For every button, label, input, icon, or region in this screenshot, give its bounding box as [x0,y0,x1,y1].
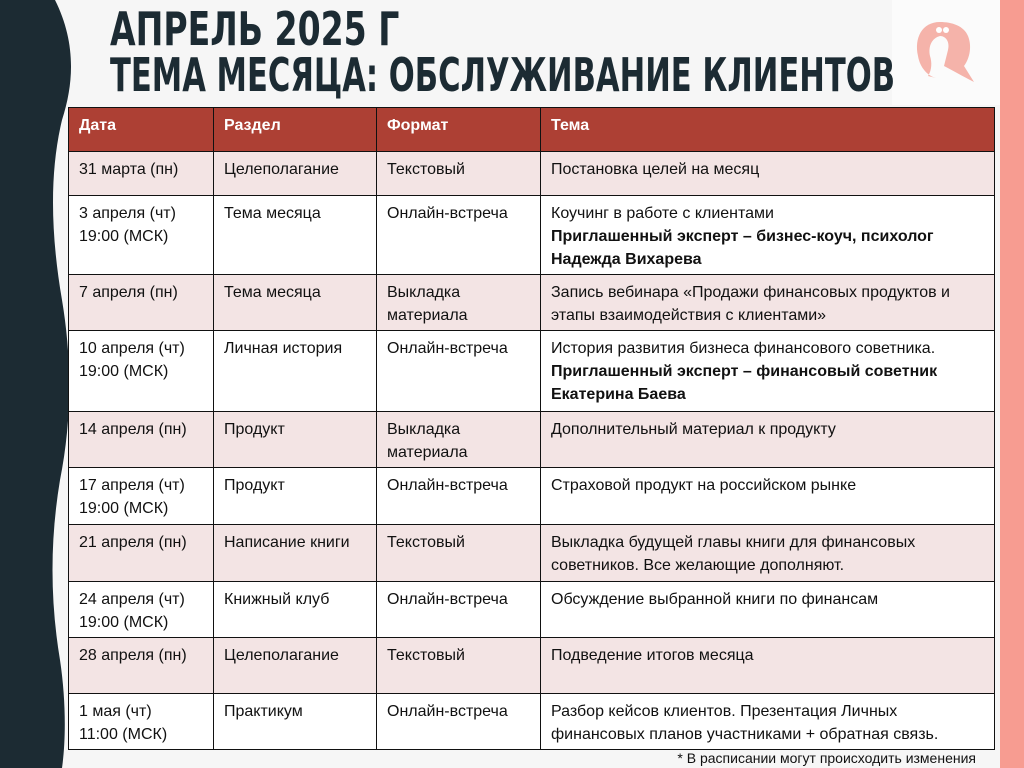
cell-format: Выкладка материала [377,275,541,331]
schedule-table [68,107,995,750]
time-text: 19:00 (МСК) [79,500,169,517]
topic-text: Постановка целей на месяц [551,161,760,178]
cell-format: Онлайн-встреча [377,468,541,525]
cell-date [69,196,214,275]
cell-format: Текстовый [377,152,541,196]
date-text: 31 марта (пн) [79,161,179,178]
cell-date [69,468,214,525]
cell-topic [541,275,995,331]
cell-date [69,638,214,694]
header-topic: Тема [541,108,995,152]
header-format: Формат [377,108,541,152]
cell-format: Онлайн-встреча [377,196,541,275]
table-row [69,468,995,525]
table-row [69,582,995,638]
logo [892,0,1000,105]
cell-topic [541,152,995,196]
cell-section: Тема месяца [214,275,377,331]
table-row [69,694,995,750]
date-text: 28 апреля (пн) [79,647,187,664]
cell-format: Текстовый [377,638,541,694]
topic-text: Дополнительный материал к продукту [551,421,836,438]
cell-section: Продукт [214,412,377,468]
cell-date [69,582,214,638]
time-text: 19:00 (МСК) [79,614,169,631]
cell-section: Книжный клуб [214,582,377,638]
cell-topic [541,694,995,750]
page-title: АПРЕЛЬ 2025 Г [110,2,400,56]
expert-text: Приглашенный эксперт – финансовый советник Екатерина Баева [551,363,938,403]
cell-date [69,525,214,582]
cell-topic [541,468,995,525]
time-text: 11:00 (МСК) [79,726,168,743]
time-text: 19:00 (МСК) [79,228,169,245]
topic-text: Разбор кейсов клиентов. Презентация Личных финансовых планов участниками + обратная связь. [551,703,939,743]
cell-date [69,412,214,468]
cell-section: Целеполагание [214,152,377,196]
cell-date [69,331,214,412]
cell-topic [541,196,995,275]
cell-topic [541,525,995,582]
date-text: 3 апреля (чт) [79,205,176,222]
cell-section: Написание книги [214,525,377,582]
table-row [69,331,995,412]
cell-format: Текстовый [377,525,541,582]
topic-text: История развития бизнеса финансового советника. [551,340,936,357]
cell-date [69,275,214,331]
date-text: 14 апреля (пн) [79,421,187,438]
table-row [69,638,995,694]
date-text: 7 апреля (пн) [79,284,178,301]
cell-section: Продукт [214,468,377,525]
cell-format: Онлайн-встреча [377,331,541,412]
page-subtitle: ТЕМА МЕСЯЦА: ОБСЛУЖИВАНИЕ КЛИЕНТОВ [110,48,896,102]
cell-date [69,694,214,750]
topic-text: Страховой продукт на российском рынке [551,477,857,494]
cell-topic [541,582,995,638]
cell-date [69,152,214,196]
header-date: Дата [69,108,214,152]
date-text: 24 апреля (чт) [79,591,185,608]
cell-section: Личная история [214,331,377,412]
table-header [69,108,995,152]
table-row [69,412,995,468]
table-row [69,196,995,275]
table-row [69,152,995,196]
cell-topic [541,331,995,412]
topic-text: Обсуждение выбранной книги по финансам [551,591,879,608]
expert-text: Приглашенный эксперт – бизнес-коуч, психолог Надежда Вихарева [551,228,934,268]
cell-format: Онлайн-встреча [377,694,541,750]
accent-band [1000,0,1024,768]
cell-topic [541,638,995,694]
topic-text: Запись вебинара «Продажи финансовых продуктов и этапы взаимодействия с клиентами» [551,284,950,324]
date-text: 1 мая (чт) [79,703,152,720]
header-section: Раздел [214,108,377,152]
topic-text: Подведение итогов месяца [551,647,754,664]
date-text: 17 апреля (чт) [79,477,185,494]
cell-section: Практикум [214,694,377,750]
cell-format: Онлайн-встреча [377,582,541,638]
date-text: 10 апреля (чт) [79,340,185,357]
topic-text: Выкладка будущей главы книги для финансовых советников. Все желающие дополняют. [551,534,916,574]
date-text: 21 апреля (пн) [79,534,187,551]
footnote: * В расписании могут происходить изменения [677,750,976,766]
cell-topic [541,412,995,468]
cell-section: Целеполагание [214,638,377,694]
table-row [69,275,995,331]
cell-format: Выкладка материала [377,412,541,468]
speech-bubble-logo-icon [892,0,1000,105]
time-text: 19:00 (МСК) [79,363,169,380]
table-row [69,525,995,582]
cell-section: Тема месяца [214,196,377,275]
topic-text: Коучинг в работе с клиентами [551,205,774,222]
